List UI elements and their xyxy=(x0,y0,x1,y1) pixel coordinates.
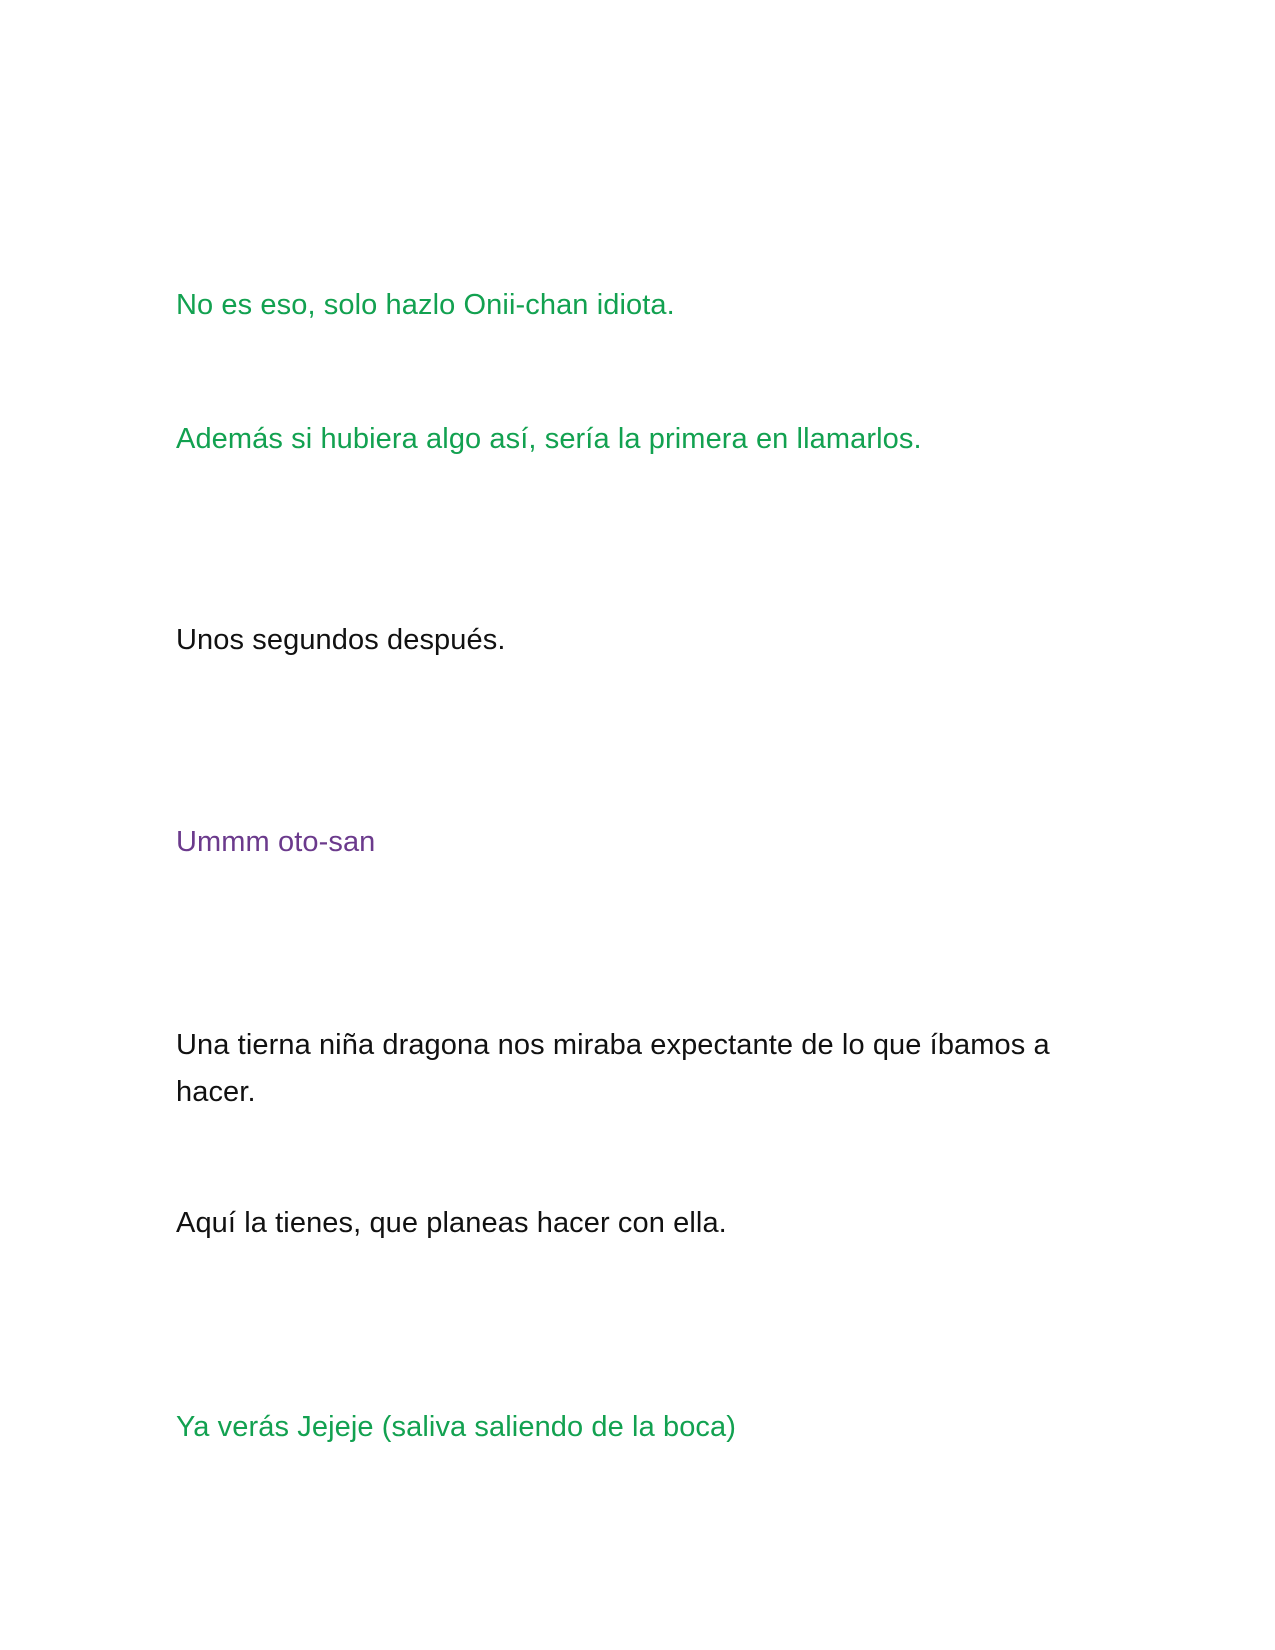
narration-line-segundos: Unos segundos después. xyxy=(176,624,506,656)
dialogue-line-ya-veras: Ya verás Jejeje (saliva saliendo de la boca) xyxy=(176,1411,737,1443)
narration-line-nina-dragona: Una tierna niña dragona nos miraba expectante de lo que íbamos a hacer. xyxy=(176,1029,1050,1108)
dialogue-line-oto-san: Ummm oto-san xyxy=(176,826,376,858)
dialogue-line-onii-chan: No es eso, solo hazlo Onii-chan idiota. xyxy=(176,289,675,321)
dialogue-line-llamarlos: Además si hubiera algo así, sería la primera en llamarlos. xyxy=(176,423,922,455)
dialogue-line-aqui-la-tienes: Aquí la tienes, que planeas hacer con ella. xyxy=(176,1207,727,1239)
